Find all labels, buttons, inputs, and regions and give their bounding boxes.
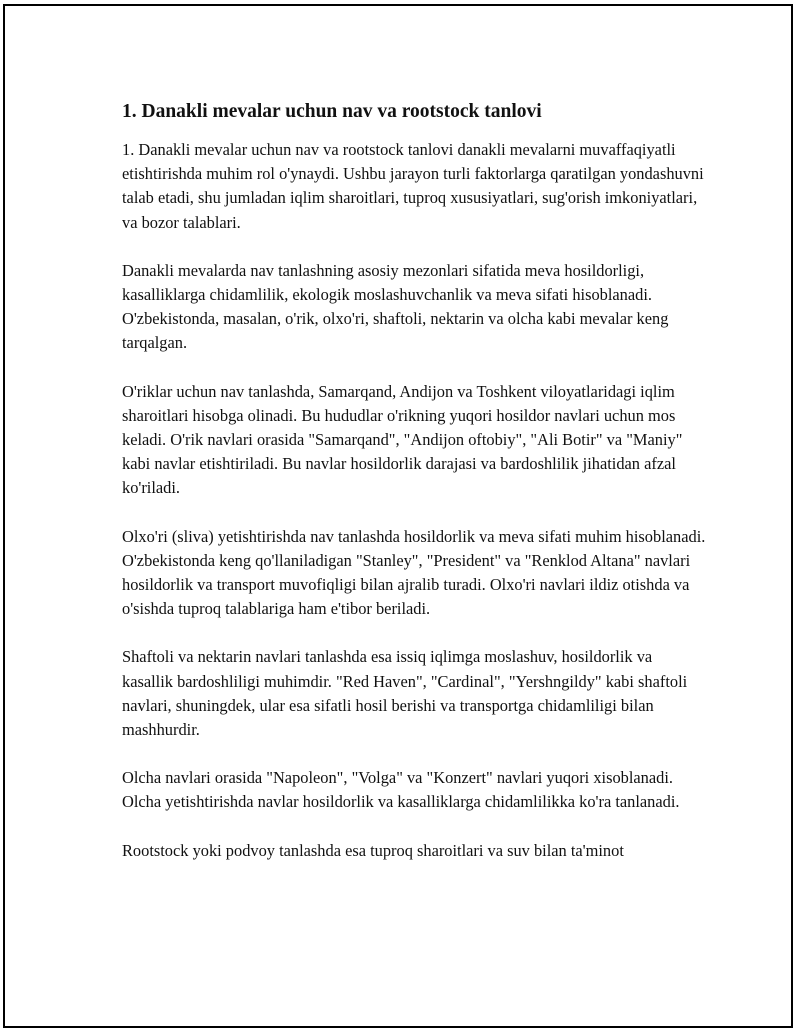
paragraph-peach-nectarine: Shaftoli va nektarin navlari tanlashda esa issiq iqlimga moslashuv, hosildorlik va kasallik bardoshliligi muhimdir. "Red Haven", "Cardinal", "Yershngildy" kabi shaftoli navlari, shuningdek, ular esa sifatli hosil berishi va transportga chidamliligi bilan mashhurdir. xyxy=(122,647,688,740)
paragraph-intro: 1. Danakli mevalar uchun nav va rootstock tanlovi danakli mevalarni muvaffaqiyatli etishtirishda muhim rol o'ynaydi. Ushbu jarayon turli faktorlarga qaratilgan yondashuvni talab etadi, shu jumladan iqlim sharoitlari, tuproq xususiyatlari, sug'orish imkoniyatlari, va bozor talablari. xyxy=(122,140,704,232)
paragraph-plum: Olxo'ri (sliva) yetishtirishda nav tanlashda hosildorlik va meva sifati muhim hisoblanadi. O'zbekistonda keng qo'llaniladigan "Stanley", "President" va "Renklod Altana" navlari hosildorlik va transport muvofiqligi bilan ajralib turadi. Olxo'ri navlari ildiz otishda va o'sishda tuproq talablariga ham e'tibor beriladi. xyxy=(122,526,706,619)
document-title: 1. Danakli mevalar uchun nav va rootstock tanlovi xyxy=(122,101,542,122)
paragraph-cherry: Olcha navlari orasida "Napoleon", "Volga" va "Konzert" navlari yuqori xisoblanadi. Olcha yetishtirishda navlar hosildorlik va kasalliklarga chidamlilikka ko'ra tanlanadi. xyxy=(122,768,680,812)
page-frame xyxy=(3,4,793,1028)
document-body xyxy=(122,98,707,887)
paragraph-apricot: O'riklar uchun nav tanlashda, Samarqand, Andijon va Toshkent viloyatlaridagi iqlim sharoitlari hisobga olinadi. Bu hududlar o'rikning yuqori hosildor navlari uchun mos keladi. O'rik navlari orasida "Samarqand", "Andijon oftobiy", "Ali Botir" va "Maniy" kabi navlar etishtiriladi. Bu navlar hosildorlik darajasi va bardoshlilik jihatidan afzal ko'riladi. xyxy=(122,381,683,498)
paragraph-selection-criteria: Danakli mevalarda nav tanlashning asosiy mezonlari sifatida meva hosildorligi, kasalliklarga chidamlilik, ekologik moslashuvchanlik va meva sifati hisoblanadi. O'zbekistonda, masalan, o'rik, olxo'ri, shaftoli, nektarin va olcha kabi mevalar keng tarqalgan. xyxy=(122,260,669,353)
paragraph-rootstock: Rootstock yoki podvoy tanlashda esa tuproq sharoitlari va suv bilan ta'minot xyxy=(122,840,624,860)
